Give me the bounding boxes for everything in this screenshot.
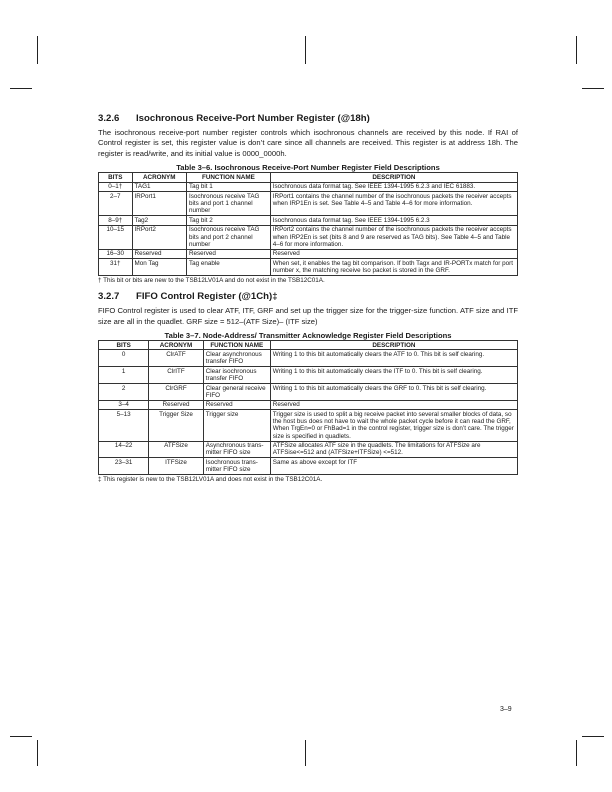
cell-acronym: ITFSize xyxy=(149,458,203,475)
cell-description: Reserved xyxy=(270,400,517,409)
cell-description: Same as above except for ITF xyxy=(270,458,517,475)
cell-acronym: Tag2 xyxy=(132,216,186,225)
cell-acronym: ClrITF xyxy=(149,367,203,384)
column-header: FUNCTION NAME xyxy=(186,173,270,182)
cell-description: IRPort2 contains the channel number of the isochronous packets the receiver accepts when IRP2En is set (bits 8 and 9 are reserved as TAG bits). See Table 4–5 and Table 4–6 for more information. xyxy=(270,225,517,249)
cell-function: Reserved xyxy=(203,400,270,409)
cell-function: Reserved xyxy=(186,249,270,258)
column-header: DESCRIPTION xyxy=(270,173,517,182)
table-footnote: † This bit or bits are new to the TSB12LV01A and do not exist in the TSB12C01A. xyxy=(98,277,325,285)
table-caption: Table 3–6. Isochronous Receive-Port Number Register Field Descriptions xyxy=(176,163,440,173)
table-row xyxy=(99,225,518,249)
cell-description: Trigger size is used to split a big receive packet into several smaller blocks of data, so the host bus does not have to wait the whole packet cycle before it can read the GRF, When TrgEn=0 or FhBad=1 in the control register, trigger size is don’t care. The trigger size is specified in quadlets. xyxy=(270,410,517,441)
cell-function: Asynchronous trans-mitter FIFO size xyxy=(203,441,270,458)
cell-function: Tag bit 2 xyxy=(186,216,270,225)
table-row xyxy=(99,441,518,458)
cell-bits: 8–9† xyxy=(99,216,133,225)
table-row xyxy=(99,410,518,441)
cell-bits: 16–30 xyxy=(99,249,133,258)
crop-mark xyxy=(10,736,32,737)
cell-description: Writing 1 to this bit automatically clears the GRF to 0. This bit is self clearing. xyxy=(270,383,517,400)
crop-mark xyxy=(582,736,604,737)
crop-mark xyxy=(37,740,38,766)
section-heading xyxy=(98,113,518,124)
cell-bits: 3–4 xyxy=(99,400,149,409)
cell-function: Clear isochronous transfer FIFO xyxy=(203,367,270,384)
table-caption: Table 3–7. Node-Address/ Transmitter Acknowledge Register Field Descriptions xyxy=(164,330,452,340)
crop-mark xyxy=(582,88,604,89)
table-row xyxy=(99,182,518,191)
cell-bits: 5–13 xyxy=(99,410,149,441)
page-number: 3–9 xyxy=(500,706,512,713)
cell-bits: 10–15 xyxy=(99,225,133,249)
cell-function: Isochronous trans-mitter FIFO size xyxy=(203,458,270,475)
column-header: BITS xyxy=(99,173,133,182)
cell-bits: 2–7 xyxy=(99,192,133,216)
cell-description: Writing 1 to this bit automatically clears the ATF to 0. This bit is self clearing. xyxy=(270,350,517,367)
crop-mark xyxy=(305,740,306,766)
cell-function: Isochronous receive TAG bits and port 2 channel number xyxy=(186,225,270,249)
cell-function: Clear general receive FIFO xyxy=(203,383,270,400)
cell-function: Clear asynchronous transfer FIFO xyxy=(203,350,270,367)
cell-function: Isochronous receive TAG bits and port 1 channel number xyxy=(186,192,270,216)
cell-acronym: Reserved xyxy=(149,400,203,409)
crop-mark xyxy=(576,36,577,64)
cell-description: IRPort1 contains the channel number of the isochronous packets the receiver accepts when IRP1En is set. See Table 4–5 and Table 4–6 for more information. xyxy=(270,192,517,216)
column-header: FUNCTION NAME xyxy=(203,340,270,349)
column-header: BITS xyxy=(99,340,149,349)
cell-acronym: ClrGRF xyxy=(149,383,203,400)
table-header-row xyxy=(99,173,518,182)
cell-function: Trigger size xyxy=(203,410,270,441)
cell-bits: 0 xyxy=(99,350,149,367)
section-title: FIFO Control Register (@1Ch)‡ xyxy=(136,291,278,303)
cell-bits: 2 xyxy=(99,383,149,400)
section-paragraph: The isochronous receive-port number register controls which isochronous channels are received by this node. If RAI of Control register is set, this register value is don’t care since all channels are received. This register is at address 18h. The register is read/write, and its initial value is 0000_0000h. xyxy=(98,128,518,158)
cell-function: Tag bit 1 xyxy=(186,182,270,191)
cell-bits: 14–22 xyxy=(99,441,149,458)
cell-acronym: ATFSize xyxy=(149,441,203,458)
cell-bits: 1 xyxy=(99,367,149,384)
cell-acronym: Mon Tag xyxy=(132,259,186,276)
crop-mark xyxy=(10,88,32,89)
cell-description: Isochronous data format tag. See IEEE 1394-1995 6.2.3 and IEC 61883. xyxy=(270,182,517,191)
table-row xyxy=(99,458,518,475)
crop-mark xyxy=(305,36,306,64)
cell-description: Writing 1 to this bit automatically clears the ITF to 0. This bit is self clearing. xyxy=(270,367,517,384)
column-header: ACRONYM xyxy=(149,340,203,349)
table-row xyxy=(99,367,518,384)
table-row xyxy=(99,400,518,409)
cell-bits: 23–31 xyxy=(99,458,149,475)
cell-description: ATFSize allocates ATF size in the quadlets. The limitations for ATFSize are ATFSise<=512 and (ATFSize+ITFSize) <=512. xyxy=(270,441,517,458)
cell-bits: 0–1† xyxy=(99,182,133,191)
page-content xyxy=(98,113,518,483)
section-heading xyxy=(98,291,518,302)
column-header: ACRONYM xyxy=(132,173,186,182)
column-header: DESCRIPTION xyxy=(270,340,517,349)
cell-acronym: IRPort1 xyxy=(132,192,186,216)
crop-mark xyxy=(576,740,577,766)
cell-acronym: IRPort2 xyxy=(132,225,186,249)
register-table-3-7 xyxy=(98,340,518,475)
cell-description: Isochronous data format tag. See IEEE 1394-1995 6.2.3 xyxy=(270,216,517,225)
cell-bits: 31† xyxy=(99,259,133,276)
section-number: 3.2.7 xyxy=(98,291,120,303)
cell-acronym: Trigger Size xyxy=(149,410,203,441)
table-row xyxy=(99,216,518,225)
table-row xyxy=(99,249,518,258)
section-number: 3.2.6 xyxy=(98,113,120,124)
cell-acronym: ClrATF xyxy=(149,350,203,367)
table-row xyxy=(99,192,518,216)
section-paragraph: FIFO Control register is used to clear ATF, ITF, GRF and set up the trigger size for the trigger-size function. ATF size and ITF size are all in the quadlet. GRF size = 512–(ATF Size)– (ITF size) xyxy=(98,306,518,326)
cell-acronym: TAG1 xyxy=(132,182,186,191)
register-table-3-6 xyxy=(98,172,518,276)
cell-acronym: Reserved xyxy=(132,249,186,258)
table-footnote: ‡ This register is new to the TSB12LV01A and does not exist in the TSB12C01A. xyxy=(98,476,323,484)
table-row xyxy=(99,350,518,367)
table-row xyxy=(99,259,518,276)
cell-function: Tag enable xyxy=(186,259,270,276)
table-row xyxy=(99,383,518,400)
crop-mark xyxy=(37,36,38,64)
cell-description: When set, it enables the tag bit comparison. If both Tagx and IR-PORTx match for port number x, the matching receive Iso packet is stored in the GRF. xyxy=(270,259,517,276)
table-header-row xyxy=(99,340,518,349)
cell-description: Reserved xyxy=(270,249,517,258)
section-title: Isochronous Receive-Port Number Register (@18h) xyxy=(136,113,370,124)
